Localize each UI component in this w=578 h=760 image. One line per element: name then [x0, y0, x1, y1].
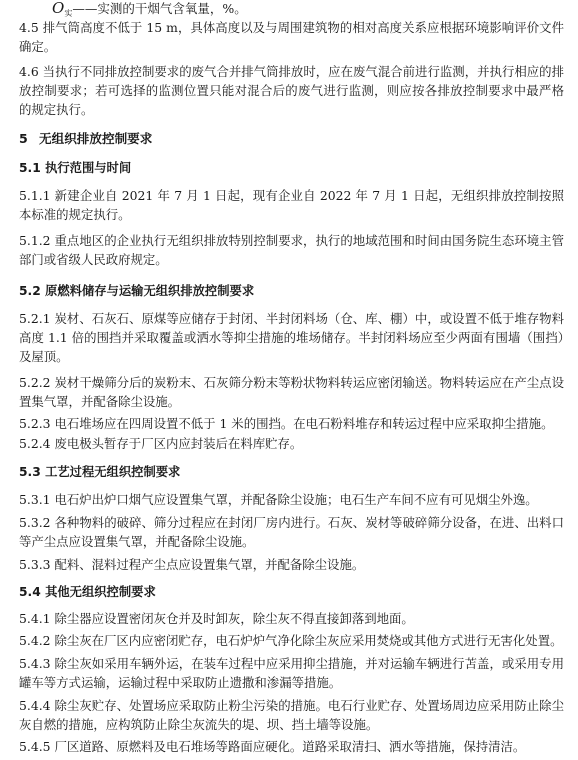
section-5-3-heading: 5.3 工艺过程无组织控制要求 [19, 465, 181, 479]
clause-5-4-1: 5.4.1 除尘器应设置密闭灰仓并及时卸灰，除尘灰不得直接卸落到地面。 [19, 611, 414, 626]
section-5-title: 无组织排放控制要求 [39, 131, 153, 146]
clause-4-5: 4.5 排气筒高度不低于 15 m，具体高度以及与周围建筑物的相对高度关系应根据环境影响评价文件确定。 [19, 20, 564, 54]
clause-5-2-4: 5.2.4 废电极头暂存于厂区内应封装后在料库贮存。 [19, 436, 303, 451]
clause-5-2-2: 5.2.2 炭材干燥筛分后的炭粉末、石灰筛分粉末等粉状物料转运应密闭输送。物料转运应在产尘点设置集气罩，并配备除尘设施。 [19, 375, 564, 409]
oxygen-definition-line [52, 0, 247, 19]
clause-5-3-3: 5.3.3 配料、混料过程产尘点应设置集气罩，并配备除尘设施。 [19, 557, 365, 572]
section-5-4-heading: 5.4 其他无组织控制要求 [19, 585, 156, 599]
clause-5-2-3: 5.2.3 电石堆场应在四周设置不低于 1 米的围挡。在电石粉料堆存和转运过程中应采取抑尘措施。 [19, 416, 554, 431]
clause-5-4-2: 5.4.2 除尘灰在厂区内应密闭贮存，电石炉炉气净化除尘灰应采用焚烧或其他方式进行无害化处置。 [19, 633, 563, 648]
clause-5-4-5: 5.4.5 厂区道路、原燃料及电石堆场等路面应硬化。道路采取清扫、洒水等措施，保持清洁。 [19, 739, 526, 754]
oxygen-symbol-subscript: 实 [64, 9, 73, 18]
clause-5-3-1: 5.3.1 电石炉出炉口烟气应设置集气罩，并配备除尘设施；电石生产车间不应有可见烟尘外逸。 [19, 492, 538, 507]
oxygen-definition-text: ——实测的干烟气含氧量，%。 [72, 1, 247, 16]
oxygen-symbol: O [52, 0, 65, 17]
clause-5-4-4: 5.4.4 除尘灰贮存、处置场应采取防止粉尘污染的措施。电石行业贮存、处置场周边应采用防止除尘灰自燃的措施，应构筑防止除尘灰流失的堤、坝、挡土墙等设施。 [19, 698, 564, 732]
clause-4-6: 4.6 当执行不同排放控制要求的废气合并排气筒排放时，应在废气混合前进行监测，并执行相应的排放控制要求；若可选择的监测位置只能对混合后的废气进行监测，则应按各排放控制要求中最严格的规定执行。 [19, 64, 564, 117]
clause-5-1-1: 5.1.1 新建企业自 2021 年 7 月 1 日起，现有企业自 2022 年 7 月 1 日起，无组织排放控制按照本标准的规定执行。 [19, 188, 564, 222]
section-5-number: 5 [19, 131, 28, 146]
section-5-heading [19, 131, 152, 147]
clause-5-4-3: 5.4.3 除尘灰如采用车辆外运，在装车过程中应采用抑尘措施，并对运输车辆进行苫盖，或采用专用罐车等方式运输，运输过程中采取防止遗撒和渗漏等措施。 [19, 656, 564, 690]
clause-5-1-2: 5.1.2 重点地区的企业执行无组织排放特别控制要求，执行的地域范围和时间由国务院生态环境主管部门或省级人民政府规定。 [19, 233, 564, 267]
section-5-1-heading: 5.1 执行范围与时间 [19, 161, 132, 175]
section-5-2-heading: 5.2 原燃料储存与运输无组织排放控制要求 [19, 284, 255, 298]
clause-5-2-1: 5.2.1 炭材、石灰石、原煤等应储存于封闭、半封闭料场（仓、库、棚）中，或设置不低于堆存物料高度 1.1 倍的围挡并采取覆盖或洒水等抑尘措施的堆场储存。半封闭料场应至少两面有围墙（围挡）及屋顶。 [19, 311, 564, 364]
clause-5-3-2: 5.3.2 各种物料的破碎、筛分过程应在封闭厂房内进行。石灰、炭材等破碎筛分设备，在进、出料口等产尘点应设置集气罩，并配备除尘设施。 [19, 515, 564, 549]
